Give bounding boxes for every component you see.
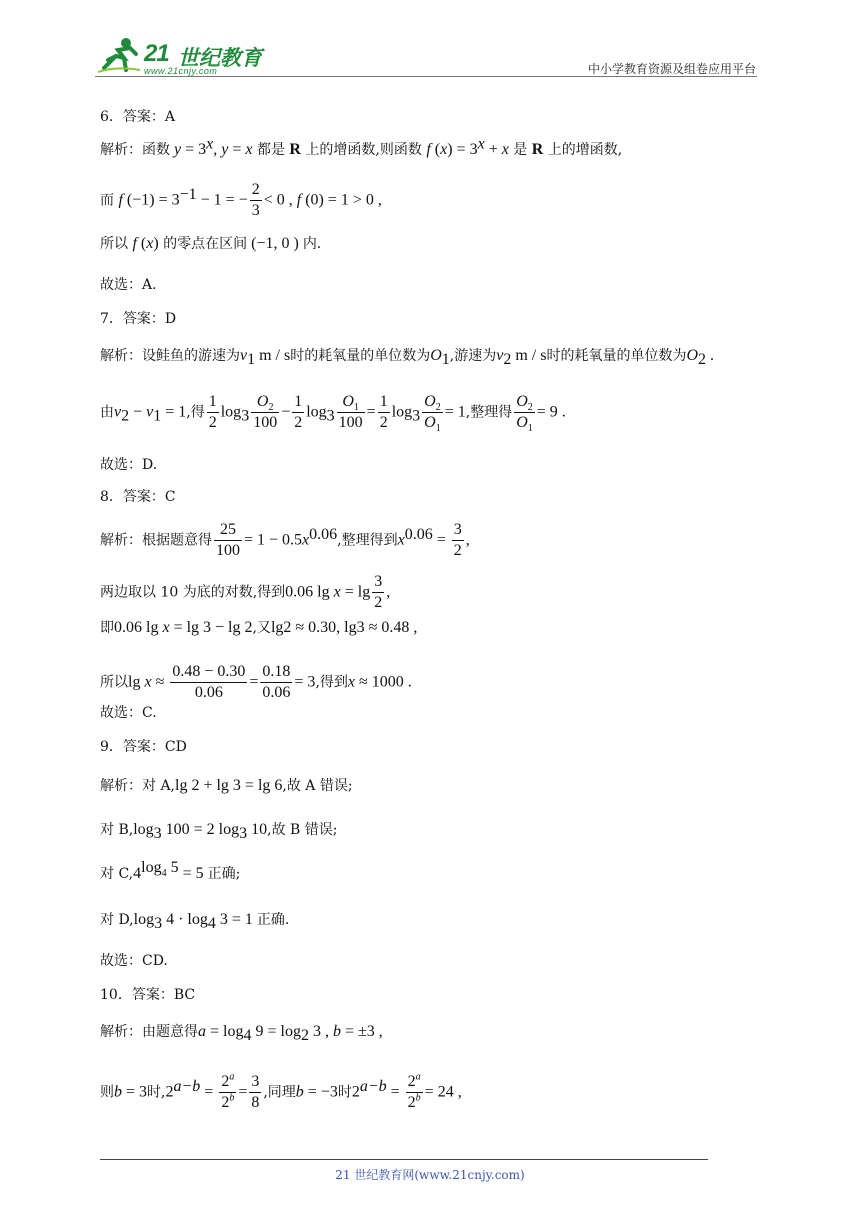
runner-logo-icon bbox=[96, 36, 142, 76]
logo-number: 21 bbox=[144, 40, 169, 67]
q6-analysis-line1: 解析：函数 $y = 3^x$, y = x 都是 R 上的增函数,则函数 f $(x) = 3^x + x$ 是 R 上的增函数, bbox=[100, 135, 623, 158]
q8-conclusion: 故选：C. bbox=[100, 705, 157, 721]
q8-analysis-line2: 两边取以 10 为底的对数,得到0.06 lg x = lg $\frac{3}{2}$ , bbox=[100, 573, 391, 611]
q8-analysis-line4: 所以lg x ≈ $\frac{0.48 - 0.30}{0.06}$ = $\frac{0.18}{0.06}$ = 3,得到x ≈ 1000 . bbox=[100, 663, 412, 701]
logo-text: 世纪教育 bbox=[178, 47, 262, 70]
q8-analysis-line1: 解析：根据题意得 $\frac{25}{100}$ = $1 - 0.5x^{0.06}$,整理得到$x^{0.06}$ = $\frac{3}{2}$ , bbox=[100, 521, 470, 559]
q10-answer: 10．答案：BC bbox=[100, 987, 196, 1003]
q9-analysis-line4: 对 $D,\log_3$ $4 \cdot \log_4 3 = 1$ 正确. bbox=[100, 911, 290, 932]
q9-analysis-line2: 对 $B,\log_3$ 100 = 2 $\log_3 10$,故 B 错误; bbox=[100, 821, 338, 842]
logo-url: www.21cnjy.com bbox=[144, 66, 218, 76]
q6-analysis-line2: 而 f $(-1) = 3^{-1} - 1$ = − $\frac{2}{3}$ < 0 , f (0) = 1 > 0 , bbox=[100, 181, 382, 219]
q10-analysis-line1: 解析：由题意得$a = \log_4 9 = \log_2 3$ , b = ±3 , bbox=[100, 1023, 383, 1044]
footer-text: 21 世纪教育网(www.21cnjy.com) bbox=[335, 1168, 525, 1182]
site-logo bbox=[96, 36, 266, 78]
q9-conclusion: 故选：CD. bbox=[100, 953, 168, 969]
q7-conclusion: 故选：D. bbox=[100, 457, 158, 473]
q7-analysis-line1: 解析：设鲑鱼的游速为$v_1$ m / s时的耗氧量的单位数为$O_1$,游速为$v_2$ m / s时的耗氧量的单位数为$O_2$ . bbox=[100, 347, 715, 368]
q6-analysis-line3: 所以 f (x) 的零点在区间 (−1, 0 ) 内. bbox=[100, 235, 322, 252]
q9-analysis-line3: 对 $C,4^{log_4 5} = 5$ 正确; bbox=[100, 859, 241, 882]
q6-conclusion: 故选：A. bbox=[100, 277, 157, 293]
q10-analysis-line2: 则b = 3时$,2^{a-b}$ = $\frac{2^a}{2^b}$ = $\frac{3}{8}$ ,同理b = −3时$2^{a-b}$ = $\frac{2^a}{2^b}$ = 24 , bbox=[100, 1071, 462, 1111]
q7-analysis-line2: 由$v_2 - v_1 = 1$,得 $\frac{1}{2}$ $\log_3$ $\frac{O_2}{100}$ − $\frac{1}{2}$ $\log_3$ $\frac{O_1}{100}$ = $\frac{1}{2}$ $\log_3$ $\frac{O_2}{O_1}$ = 1,整理得 $\frac{O_2}{O_1}$ = 9 . bbox=[100, 393, 566, 435]
q9-analysis-line1: 解析：对 A,lg 2 + lg 3 = lg 6,故 A 错误; bbox=[100, 777, 353, 794]
footer-divider bbox=[100, 1159, 708, 1160]
q6-answer: 6．答案：A bbox=[100, 109, 176, 125]
q8-analysis-line3: 即0.06 lg x = lg 3 − lg 2,又lg2 ≈ 0.30, lg3 ≈ 0.48 , bbox=[100, 619, 418, 636]
header-platform-name: 中小学教育资源及组卷应用平台 bbox=[587, 62, 756, 76]
header-divider bbox=[95, 76, 757, 77]
q9-answer: 9．答案：CD bbox=[100, 739, 187, 755]
q7-answer: 7．答案：D bbox=[100, 311, 177, 327]
q8-answer: 8．答案：C bbox=[100, 489, 176, 505]
